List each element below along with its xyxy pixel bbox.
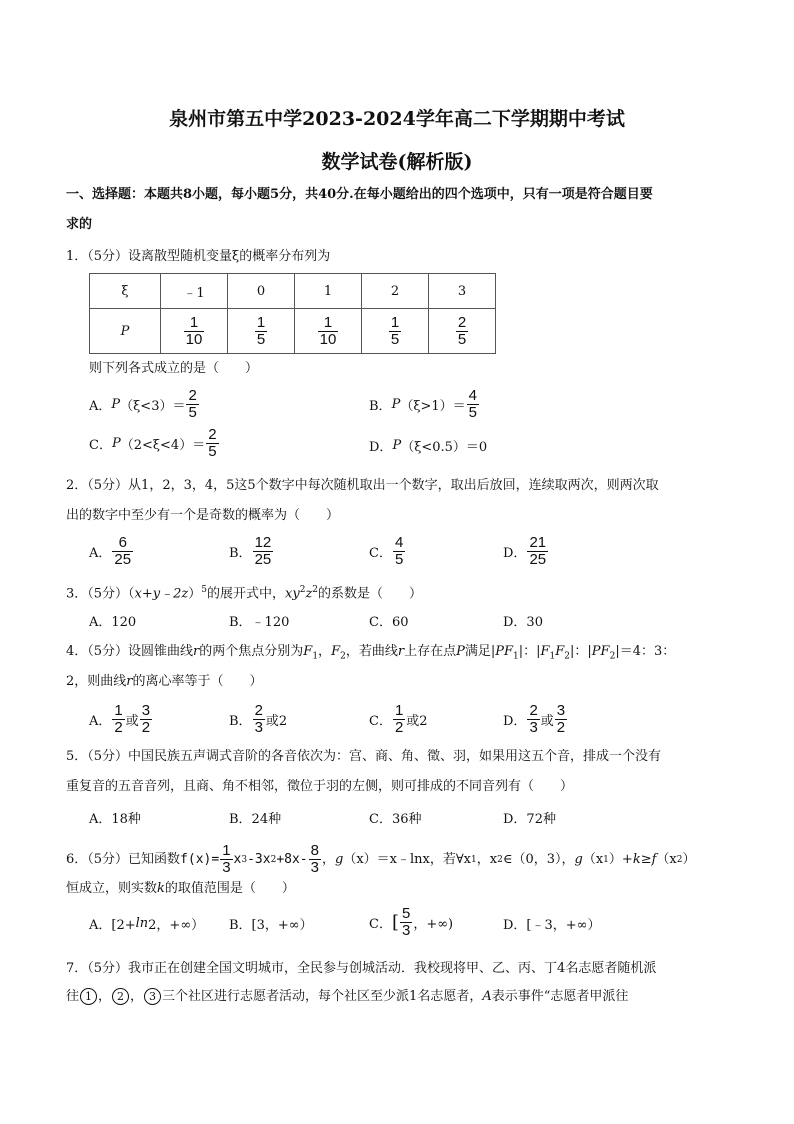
q1-option-d[interactable]: D． P （ξ<0.5）＝0 [369, 438, 488, 455]
table-row-label: P [90, 309, 161, 354]
q3-stem: 3．（5分）（x+y﹣2z）$^5$的展开式中，$xy^2z^2$的系数是（ ） [66, 585, 423, 602]
circled-2: 2 [112, 988, 129, 1005]
q6-stem-line1: 6．（5分）已知函数 f(x)= $\frac{1}{3}$ x 3 -3x 2 +8x- $\frac{8}{3}$ ， g （x）＝x﹣lnx，若∀x 1 ，x 2 ∈（0，3）， g （x 1 ）+ k ≥ f （x 2 ） [66, 842, 696, 876]
table-cell: $\frac{2}{5}$ [429, 309, 496, 354]
section-heading-line1: 一、选择题：本题共8小题，每小题5分，共40分.在每小题给出的四个选项中，只有一项是符合题目要 [66, 187, 653, 202]
q7-stem-line2: 往 1 ， 2 ， 3 三个社区进行志愿者活动，每个社区至少派1名志愿者，A表示事件“志愿者甲派往 [66, 989, 629, 1004]
q1-option-a[interactable]: A． P （ξ<3）＝ $\frac{2}{5}$ [89, 387, 197, 421]
section-heading-line2: 求的 [66, 217, 93, 232]
q5-option-a[interactable]: A．18种 [89, 812, 141, 827]
q4-option-b[interactable]: B． $\frac{2}{3}$ 或2 [229, 702, 288, 736]
q6-option-c[interactable]: C． [ $\frac{5}{3}$ ，+∞) [369, 905, 454, 939]
q2-stem-line1: 2．（5分）从1，2，3，4，5这5个数字中每次随机取出一个数字，取出后放回，连续取两次，则两次取 [66, 478, 659, 493]
q5-option-b[interactable]: B．24种 [229, 812, 282, 827]
q6-option-a[interactable]: A．[2+ ln 2，+∞） [89, 916, 205, 933]
table-cell: $\frac{1}{10}$ [295, 309, 362, 354]
q3-option-a[interactable]: A．120 [89, 615, 137, 630]
q2-option-d[interactable]: D． $\frac{21}{25}$ [503, 534, 547, 568]
table-header-cell: 2 [362, 274, 429, 309]
table-header-cell: 3 [429, 274, 496, 309]
circled-3: 3 [144, 988, 161, 1005]
q1-ask: 则下列各式成立的是（ ） [89, 361, 259, 376]
q3-option-c[interactable]: C．60 [369, 615, 409, 630]
table-cell: $\frac{1}{5}$ [362, 309, 429, 354]
q5-stem-line2: 重复音的五音音列，且商、角不相邻，徵位于羽的左侧，则可排成的不同音列有（ ） [66, 779, 574, 794]
q4-stem-line2: 2，则曲线r的离心率等于（ ） [66, 674, 263, 689]
table-header-cell: 0 [228, 274, 295, 309]
q4-option-c[interactable]: C． $\frac{1}{2}$ 或2 [369, 702, 428, 736]
q1-option-b[interactable]: B． P （ξ>1）＝ $\frac{4}{5}$ [369, 387, 477, 421]
q1-option-c[interactable]: C． P （2<ξ<4）＝ $\frac{2}{5}$ [89, 426, 217, 460]
q2-option-b[interactable]: B． $\frac{12}{25}$ [229, 534, 272, 568]
q3-option-d[interactable]: D．30 [503, 615, 543, 630]
q3-option-b[interactable]: B．﹣120 [229, 615, 290, 630]
table-header-cell: ﹣1 [161, 274, 228, 309]
table-header-cell: ξ [90, 274, 161, 309]
q4-option-d[interactable]: D． $\frac{2}{3}$ 或 $\frac{3}{2}$ [503, 702, 566, 736]
q5-stem-line1: 5．（5分）中国民族五声调式音阶的各音依次为：宫、商、角、徵、羽，如果用这五个音，排成一个没有 [66, 749, 662, 764]
q2-option-c[interactable]: C． $\frac{4}{5}$ [369, 534, 404, 568]
table-cell: $\frac{1}{5}$ [228, 309, 295, 354]
q4-option-a[interactable]: A． $\frac{1}{2}$ 或 $\frac{3}{2}$ [89, 702, 151, 736]
q5-option-c[interactable]: C．36种 [369, 812, 422, 827]
q2-stem-line2: 出的数字中至少有一个是奇数的概率为（ ） [66, 508, 340, 523]
probability-table [89, 273, 496, 354]
table-cell: $\frac{1}{10}$ [161, 309, 228, 354]
q6-stem-line2: 恒成立，则实数k的取值范围是（ ） [66, 881, 295, 896]
q6-option-b[interactable]: B．[3，+∞） [229, 918, 313, 933]
q5-option-d[interactable]: D．72种 [503, 812, 556, 827]
q6-option-d[interactable]: D．[﹣3，+∞） [503, 918, 601, 933]
circled-1: 1 [80, 988, 97, 1005]
q2-option-a[interactable]: A． $\frac{6}{25}$ [89, 534, 132, 568]
exam-subtitle: 数学试卷(解析版) [321, 151, 473, 173]
exam-title: 泉州市第五中学2023-2024学年高二下学期期中考试 [169, 108, 625, 130]
q1-stem: 1．（5分）设离散型随机变量ξ的概率分布列为 [66, 249, 331, 264]
q4-stem-line1: 4．（5分）设圆锥曲线r的两个焦点分别为$F_1$，$F_2$，若曲线r上存在点P满足$|PF_1|$：$|F_1F_2|$：$|PF_2|=4$：3： [66, 644, 676, 662]
table-header-cell: 1 [295, 274, 362, 309]
q7-stem-line1: 7．（5分）我市正在创建全国文明城市，全民参与创城活动．我校现将甲、乙、丙、丁4名志愿者随机派 [66, 961, 657, 976]
